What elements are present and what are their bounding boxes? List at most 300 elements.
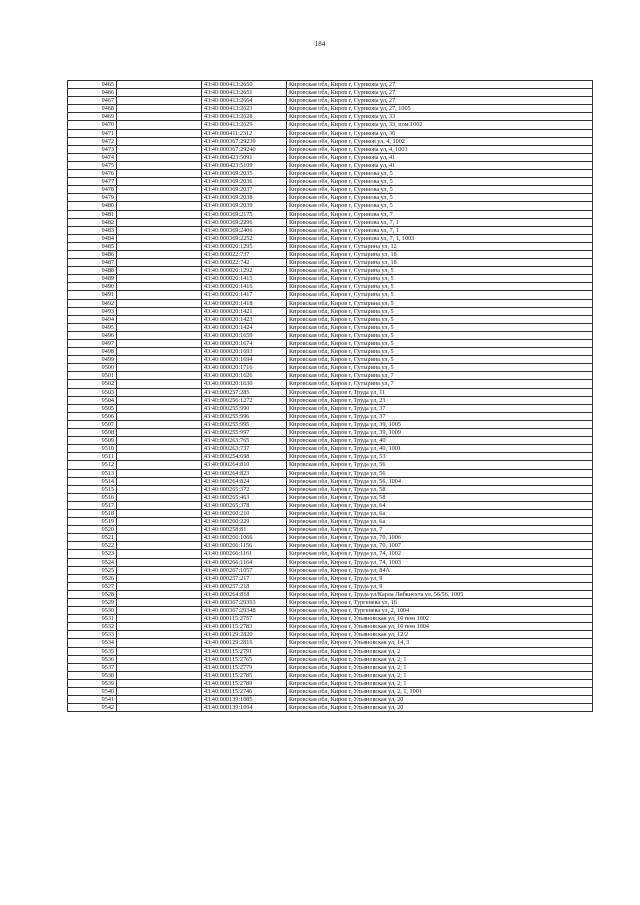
cadastral-number-cell: 43:40:000020:1418 <box>202 299 287 307</box>
table-row <box>68 186 593 194</box>
table-row <box>68 704 593 712</box>
cadastral-number-cell: 43:40:000020:1716 <box>202 364 287 372</box>
cadastral-number-cell: 43:40:000115:2765 <box>202 655 287 663</box>
table-row <box>68 639 593 647</box>
table-row <box>68 493 593 501</box>
row-number-cell: 9526 <box>68 574 117 582</box>
blank-cell <box>117 639 202 647</box>
address-cell: Кировская обл, Киров г, Ульяновская ул, 14, 3 <box>287 639 593 647</box>
blank-cell <box>117 501 202 509</box>
cadastral-number-cell: 43:40:000257:217 <box>202 574 287 582</box>
row-number-cell: 9494 <box>68 315 117 323</box>
blank-cell <box>117 364 202 372</box>
blank-cell <box>117 226 202 234</box>
row-number-cell: 9531 <box>68 615 117 623</box>
table-row <box>68 113 593 121</box>
table-row <box>68 242 593 250</box>
blank-cell <box>117 170 202 178</box>
table-row <box>68 453 593 461</box>
row-number-cell: 9532 <box>68 623 117 631</box>
blank-cell <box>117 518 202 526</box>
row-number-cell: 9504 <box>68 396 117 404</box>
row-number-cell: 9535 <box>68 647 117 655</box>
address-cell: Кировская обл, Киров г, Сутырина ул, 5 <box>287 348 593 356</box>
cadastral-number-cell: 43:40:000369:2039 <box>202 202 287 210</box>
address-cell: Кировская обл, Киров г, Ульяновская ул, 10 пом 1004 <box>287 623 593 631</box>
table-row <box>68 89 593 97</box>
cadastral-number-cell: 43:40:000129:2820 <box>202 631 287 639</box>
cadastral-number-cell: 43:40:000020:1423 <box>202 315 287 323</box>
address-cell: Кировская обл, Киров г, Сутырина ул, 5 <box>287 356 593 364</box>
blank-cell <box>117 607 202 615</box>
address-cell: Кировская обл, Киров г, Сутырина ул, 5 <box>287 315 593 323</box>
blank-cell <box>117 509 202 517</box>
address-cell: Кировская обл, Киров г, Тургенева ул, 2, 1004 <box>287 607 593 615</box>
blank-cell <box>117 259 202 267</box>
address-cell: Кировская обл, Киров г, Сурикова ул, 27 <box>287 89 593 97</box>
table-row <box>68 259 593 267</box>
blank-cell <box>117 234 202 242</box>
row-number-cell: 9479 <box>68 194 117 202</box>
address-cell: Кировская обл, Киров г, Суринова ул, 7 <box>287 210 593 218</box>
blank-cell <box>117 161 202 169</box>
table-row <box>68 129 593 137</box>
address-cell: Кировская обл, Киров г, Сурикова ул, 41 <box>287 161 593 169</box>
address-cell: Кировская обл, Киров г, Труда ул, 37 <box>287 404 593 412</box>
row-number-cell: 9468 <box>68 105 117 113</box>
blank-cell <box>117 663 202 671</box>
row-number-cell: 9475 <box>68 161 117 169</box>
blank-cell <box>117 461 202 469</box>
cadastral-number-cell: 43:40:000115:2757 <box>202 615 287 623</box>
cadastral-number-cell: 43:40:000367:29348 <box>202 607 287 615</box>
table-row <box>68 153 593 161</box>
blank-cell <box>117 542 202 550</box>
cadastral-number-cell: 43:40:000115:2791 <box>202 647 287 655</box>
cadastral-number-cell: 43:40:000020:1659 <box>202 331 287 339</box>
address-cell: Кировская обл, Киров г, Сутырина ул, 5 <box>287 307 593 315</box>
cadastral-number-cell: 43:40:000258:81 <box>202 526 287 534</box>
cadastral-number-cell: 43:40:000411:2312 <box>202 129 287 137</box>
row-number-cell: 9541 <box>68 696 117 704</box>
row-number-cell: 9472 <box>68 137 117 145</box>
address-cell: Кировская обл, Киров г, Труда ул, 11 <box>287 388 593 396</box>
address-cell: Кировская обл, Киров г, Тургенева ул, 16 <box>287 599 593 607</box>
row-number-cell: 9536 <box>68 655 117 663</box>
cadastral-number-cell: 43:40:000367:29393 <box>202 599 287 607</box>
table-row <box>68 267 593 275</box>
row-number-cell: 9519 <box>68 518 117 526</box>
cadastral-number-cell: 43:40:000022:742 <box>202 259 287 267</box>
cadastral-number-cell: 43:40:000369:2037 <box>202 186 287 194</box>
blank-cell <box>117 647 202 655</box>
blank-cell <box>117 218 202 226</box>
address-cell: Кировская обл, Киров г, Сутырина ул, 5 <box>287 299 593 307</box>
address-cell: Кировская обл, Киров г, Труда ул, 84А <box>287 566 593 574</box>
address-cell: Кировская обл, Киров г, Суринова ул, 5 <box>287 194 593 202</box>
row-number-cell: 9507 <box>68 420 117 428</box>
cadastral-number-cell: 43:40:000266:1066 <box>202 534 287 542</box>
cadastral-number-cell: 43:40:000255:995 <box>202 420 287 428</box>
blank-cell <box>117 623 202 631</box>
blank-cell <box>117 178 202 186</box>
cadastral-number-cell: 43:40:000257:285 <box>202 388 287 396</box>
cadastral-number-cell: 43:40:000115:2783 <box>202 623 287 631</box>
table-row <box>68 145 593 153</box>
cadastral-number-cell: 43:40:000266:1164 <box>202 558 287 566</box>
table-row <box>68 234 593 242</box>
row-number-cell: 9508 <box>68 429 117 437</box>
address-cell: Кировская обл, Киров г, Труда ул, 40, 1001 <box>287 445 593 453</box>
address-cell: Кировская обл, Киров г, Ульяновская ул, 2, 1 <box>287 679 593 687</box>
row-number-cell: 9488 <box>68 267 117 275</box>
blank-cell <box>117 396 202 404</box>
table-row <box>68 526 593 534</box>
address-cell: Кировская обл, Киров г, Сутырина ул, 18 <box>287 259 593 267</box>
blank-cell <box>117 145 202 153</box>
blank-cell <box>117 129 202 137</box>
table-row <box>68 696 593 704</box>
row-number-cell: 9533 <box>68 631 117 639</box>
blank-cell <box>117 331 202 339</box>
row-number-cell: 9469 <box>68 113 117 121</box>
address-cell: Кировская обл, Киров г, Сутырина ул, 18 <box>287 250 593 258</box>
row-number-cell: 9514 <box>68 477 117 485</box>
row-number-cell: 9500 <box>68 364 117 372</box>
table-row <box>68 574 593 582</box>
cadastral-number-cell: 43:40:000020:1674 <box>202 340 287 348</box>
table-row <box>68 566 593 574</box>
blank-cell <box>117 388 202 396</box>
row-number-cell: 9478 <box>68 186 117 194</box>
address-cell: Кировская обл, Киров г, Суринова ул, 5 <box>287 178 593 186</box>
cadastral-number-cell: 43:40:000266:1161 <box>202 550 287 558</box>
address-cell: Кировская обл, Киров г, Труда ул, 56 <box>287 469 593 477</box>
cadastral-number-cell: 43:40:000255:996 <box>202 412 287 420</box>
address-cell: Кировская обл, Киров г, Сутырина ул, 5 <box>287 283 593 291</box>
address-cell: Кировская обл, Киров г, Ульяновская ул, 2, 1, 1001 <box>287 688 593 696</box>
row-number-cell: 9522 <box>68 542 117 550</box>
table-row <box>68 688 593 696</box>
blank-cell <box>117 615 202 623</box>
blank-cell <box>117 89 202 97</box>
address-cell: Кировская обл, Киров г, Сутырина ул, 5 <box>287 340 593 348</box>
blank-cell <box>117 323 202 331</box>
address-cell: Кировская обл, Киров г, Труда ул, 74, 1003 <box>287 558 593 566</box>
cadastral-number-cell: 43:40:000267:1057 <box>202 566 287 574</box>
cadastral-number-cell: 43:40:000139:1094 <box>202 704 287 712</box>
cadastral-number-cell: 43:40:000413:2629 <box>202 121 287 129</box>
blank-cell <box>117 582 202 590</box>
cadastral-number-cell: 43:40:000129:2816 <box>202 639 287 647</box>
table-row <box>68 348 593 356</box>
cadastral-number-cell: 43:40:000423:5091 <box>202 153 287 161</box>
row-number-cell: 9491 <box>68 291 117 299</box>
blank-cell <box>117 558 202 566</box>
cadastral-number-cell: 43:40:000369:2036 <box>202 178 287 186</box>
cadastral-number-cell: 43:40:000265:378 <box>202 501 287 509</box>
table-row <box>68 655 593 663</box>
row-number-cell: 9482 <box>68 218 117 226</box>
table-row <box>68 315 593 323</box>
row-number-cell: 9466 <box>68 89 117 97</box>
address-cell: Кировская обл, Киров г, Сутырина ул, 5 <box>287 291 593 299</box>
cadastral-number-cell: 43:40:000423:5109 <box>202 161 287 169</box>
cadastral-number-cell: 43:40:000256:1272 <box>202 396 287 404</box>
blank-cell <box>117 291 202 299</box>
row-number-cell: 9473 <box>68 145 117 153</box>
row-number-cell: 9542 <box>68 704 117 712</box>
row-number-cell: 9510 <box>68 445 117 453</box>
cadastral-number-cell: 43:40:000367:29240 <box>202 145 287 153</box>
address-cell: Кировская обл, Киров г, Сурикова ул, 36 <box>287 129 593 137</box>
row-number-cell: 9486 <box>68 250 117 258</box>
row-number-cell: 9518 <box>68 509 117 517</box>
table-row <box>68 582 593 590</box>
address-cell: Кировская обл, Киров г, Суринова ул, 5 <box>287 186 593 194</box>
row-number-cell: 9538 <box>68 671 117 679</box>
cadastral-number-cell: 43:40:000257:218 <box>202 582 287 590</box>
cadastral-number-cell: 43:40:000263:737 <box>202 445 287 453</box>
blank-cell <box>117 420 202 428</box>
table-row <box>68 501 593 509</box>
blank-cell <box>117 453 202 461</box>
cadastral-number-cell: 43:40:000264:810 <box>202 461 287 469</box>
address-cell: Кировская обл, Киров г, Труда ул/Карла Либкнехта ул, 56/56, 1005 <box>287 590 593 598</box>
cadastral-number-cell: 43:40:000255:997 <box>202 429 287 437</box>
row-number-cell: 9540 <box>68 688 117 696</box>
address-cell: Кировская обл, Киров г, Труда ул, 74, 1002 <box>287 550 593 558</box>
row-number-cell: 9534 <box>68 639 117 647</box>
address-cell: Кировская обл, Киров г, Труда ул, 70, 1006 <box>287 534 593 542</box>
cadastral-number-cell: 43:40:000264:823 <box>202 469 287 477</box>
blank-cell <box>117 599 202 607</box>
blank-cell <box>117 679 202 687</box>
table-row <box>68 161 593 169</box>
cadastral-number-cell: 43:40:000369:2035 <box>202 170 287 178</box>
row-number-cell: 9520 <box>68 526 117 534</box>
row-number-cell: 9529 <box>68 599 117 607</box>
cadastral-number-cell: 43:40:000413:2651 <box>202 89 287 97</box>
blank-cell <box>117 153 202 161</box>
blank-cell <box>117 574 202 582</box>
address-cell: Кировская обл, Киров г, Труда ул, 6а <box>287 509 593 517</box>
cadastral-number-cell: 43:40:000264:824 <box>202 477 287 485</box>
row-number-cell: 9470 <box>68 121 117 129</box>
address-cell: Кировская обл, Киров г, Труда ул, 9 <box>287 574 593 582</box>
address-cell: Кировская обл, Киров г, Труда ул, 53 <box>287 453 593 461</box>
row-number-cell: 9493 <box>68 307 117 315</box>
cadastral-number-cell: 43:40:000413:2650 <box>202 81 287 89</box>
blank-cell <box>117 534 202 542</box>
address-cell: Кировская обл, Киров г, Сурикова ул, 33 <box>287 113 593 121</box>
cadastral-number-cell: 43:40:000254:698 <box>202 453 287 461</box>
property-registry-table <box>67 80 593 712</box>
address-cell: Кировская обл, Киров г, Суринова ул, 7, 1 <box>287 218 593 226</box>
cadastral-number-cell: 43:40:000260:229 <box>202 518 287 526</box>
cadastral-number-cell: 43:40:000369:2296 <box>202 218 287 226</box>
table-row <box>68 323 593 331</box>
cadastral-number-cell: 43:40:000020:1421 <box>202 307 287 315</box>
row-number-cell: 9499 <box>68 356 117 364</box>
cadastral-number-cell: 43:40:000020:1415 <box>202 275 287 283</box>
row-number-cell: 9471 <box>68 129 117 137</box>
row-number-cell: 9489 <box>68 275 117 283</box>
table-row <box>68 170 593 178</box>
blank-cell <box>117 688 202 696</box>
row-number-cell: 9503 <box>68 388 117 396</box>
table-row <box>68 283 593 291</box>
row-number-cell: 9497 <box>68 340 117 348</box>
cadastral-number-cell: 43:40:000255:990 <box>202 404 287 412</box>
blank-cell <box>117 429 202 437</box>
table-row <box>68 404 593 412</box>
cadastral-number-cell: 43:40:000367:29239 <box>202 137 287 145</box>
table-body <box>68 81 593 712</box>
row-number-cell: 9476 <box>68 170 117 178</box>
cadastral-number-cell: 43:40:000115:2785 <box>202 671 287 679</box>
address-cell: Кировская обл, Киров г, Труда ул, 56 <box>287 461 593 469</box>
cadastral-number-cell: 43:40:000265:463 <box>202 493 287 501</box>
row-number-cell: 9537 <box>68 663 117 671</box>
blank-cell <box>117 97 202 105</box>
cadastral-number-cell: 43:40:000369:2406 <box>202 226 287 234</box>
cadastral-number-cell: 43:40:000260:210 <box>202 509 287 517</box>
address-cell: Кировская обл, Киров г, Труда ул, 7 <box>287 526 593 534</box>
address-cell: Кировская обл, Киров г, Суринова ул, 5 <box>287 170 593 178</box>
row-number-cell: 9530 <box>68 607 117 615</box>
blank-cell <box>117 194 202 202</box>
cadastral-number-cell: 43:40:000115:2746 <box>202 688 287 696</box>
table-row <box>68 97 593 105</box>
row-number-cell: 9521 <box>68 534 117 542</box>
blank-cell <box>117 202 202 210</box>
cadastral-number-cell: 43:40:000264:818 <box>202 590 287 598</box>
cadastral-number-cell: 43:40:000266:1156 <box>202 542 287 550</box>
address-cell: Кировская обл, Киров г, Сурикова ул, 41 <box>287 153 593 161</box>
address-cell: Кировская обл, Киров г, Ульяновская ул, 2, 1 <box>287 655 593 663</box>
address-cell: Кировская обл, Киров г, Ульяновская ул, 2, 1 <box>287 663 593 671</box>
row-number-cell: 9481 <box>68 210 117 218</box>
table-row <box>68 202 593 210</box>
blank-cell <box>117 307 202 315</box>
table-row <box>68 461 593 469</box>
blank-cell <box>117 469 202 477</box>
table-row <box>68 194 593 202</box>
table-row <box>68 81 593 89</box>
page-number: 184 <box>314 40 326 48</box>
table-row <box>68 445 593 453</box>
blank-cell <box>117 412 202 420</box>
blank-cell <box>117 137 202 145</box>
table-row <box>68 623 593 631</box>
address-cell: Кировская обл, Киров г, Суринова ул, 7, 1 <box>287 226 593 234</box>
table-row <box>68 631 593 639</box>
cadastral-number-cell: 43:40:000369:2175 <box>202 210 287 218</box>
row-number-cell: 9465 <box>68 81 117 89</box>
row-number-cell: 9523 <box>68 550 117 558</box>
cadastral-number-cell: 43:40:000413:2628 <box>202 113 287 121</box>
blank-cell <box>117 485 202 493</box>
row-number-cell: 9501 <box>68 372 117 380</box>
address-cell: Кировская обл, Киров г, Сурикова ул, 27, 1005 <box>287 105 593 113</box>
table-row <box>68 558 593 566</box>
cadastral-number-cell: 43:40:000020:1416 <box>202 283 287 291</box>
address-cell: Кировская обл, Киров г, Ульяновская ул, 20 <box>287 704 593 712</box>
row-number-cell: 9509 <box>68 437 117 445</box>
address-cell: Кировская обл, Киров г, Труда ул, 58 <box>287 485 593 493</box>
blank-cell <box>117 631 202 639</box>
row-number-cell: 9487 <box>68 259 117 267</box>
blank-cell <box>117 590 202 598</box>
blank-cell <box>117 356 202 364</box>
row-number-cell: 9477 <box>68 178 117 186</box>
row-number-cell: 9506 <box>68 412 117 420</box>
blank-cell <box>117 113 202 121</box>
table-row <box>68 469 593 477</box>
address-cell: Кировская обл, Киров г, Труда ул, 56, 1004 <box>287 477 593 485</box>
blank-cell <box>117 81 202 89</box>
table-row <box>68 437 593 445</box>
row-number-cell: 9492 <box>68 299 117 307</box>
table-row <box>68 420 593 428</box>
address-cell: Кировская обл, Киров г, Труда ул, 40 <box>287 437 593 445</box>
table-row <box>68 137 593 145</box>
address-cell: Кировская обл, Киров г, Труда ул, 23 <box>287 396 593 404</box>
row-number-cell: 9517 <box>68 501 117 509</box>
address-cell: Кировская обл, Киров г, Суриков ул, 4, 1002 <box>287 137 593 145</box>
row-number-cell: 9484 <box>68 234 117 242</box>
cadastral-number-cell: 43:40:000115:2779 <box>202 663 287 671</box>
blank-cell <box>117 380 202 388</box>
address-cell: Кировская обл, Киров г, Сутырина ул, 12 <box>287 242 593 250</box>
row-number-cell: 9483 <box>68 226 117 234</box>
address-cell: Кировская обл, Киров г, Сутырина ул, 7 <box>287 372 593 380</box>
cadastral-number-cell: 43:40:000369:2252 <box>202 234 287 242</box>
blank-cell <box>117 348 202 356</box>
table-row <box>68 380 593 388</box>
blank-cell <box>117 671 202 679</box>
cadastral-number-cell: 43:40:000022:737 <box>202 250 287 258</box>
table-row <box>68 534 593 542</box>
table-row <box>68 307 593 315</box>
blank-cell <box>117 340 202 348</box>
address-cell: Кировская обл, Киров г, Ульяновская ул, 10 пом 1002 <box>287 615 593 623</box>
address-cell: Кировская обл, Киров г, Сурикова ул, 27 <box>287 81 593 89</box>
table-row <box>68 178 593 186</box>
blank-cell <box>117 372 202 380</box>
cadastral-number-cell: 43:40:000020:1693 <box>202 348 287 356</box>
table-row <box>68 388 593 396</box>
row-number-cell: 9467 <box>68 97 117 105</box>
row-number-cell: 9524 <box>68 558 117 566</box>
row-number-cell: 9474 <box>68 153 117 161</box>
cadastral-number-cell: 43:40:000020:1630 <box>202 380 287 388</box>
table-row <box>68 291 593 299</box>
table-row <box>68 340 593 348</box>
address-cell: Кировская обл, Киров г, Суринова ул, 7, 1, 1003 <box>287 234 593 242</box>
blank-cell <box>117 477 202 485</box>
blank-cell <box>117 275 202 283</box>
row-number-cell: 9528 <box>68 590 117 598</box>
row-number-cell: 9511 <box>68 453 117 461</box>
address-cell: Кировская обл, Киров г, Труда ул, 37 <box>287 412 593 420</box>
table-row <box>68 550 593 558</box>
row-number-cell: 9516 <box>68 493 117 501</box>
blank-cell <box>117 242 202 250</box>
table-row <box>68 518 593 526</box>
blank-cell <box>117 437 202 445</box>
